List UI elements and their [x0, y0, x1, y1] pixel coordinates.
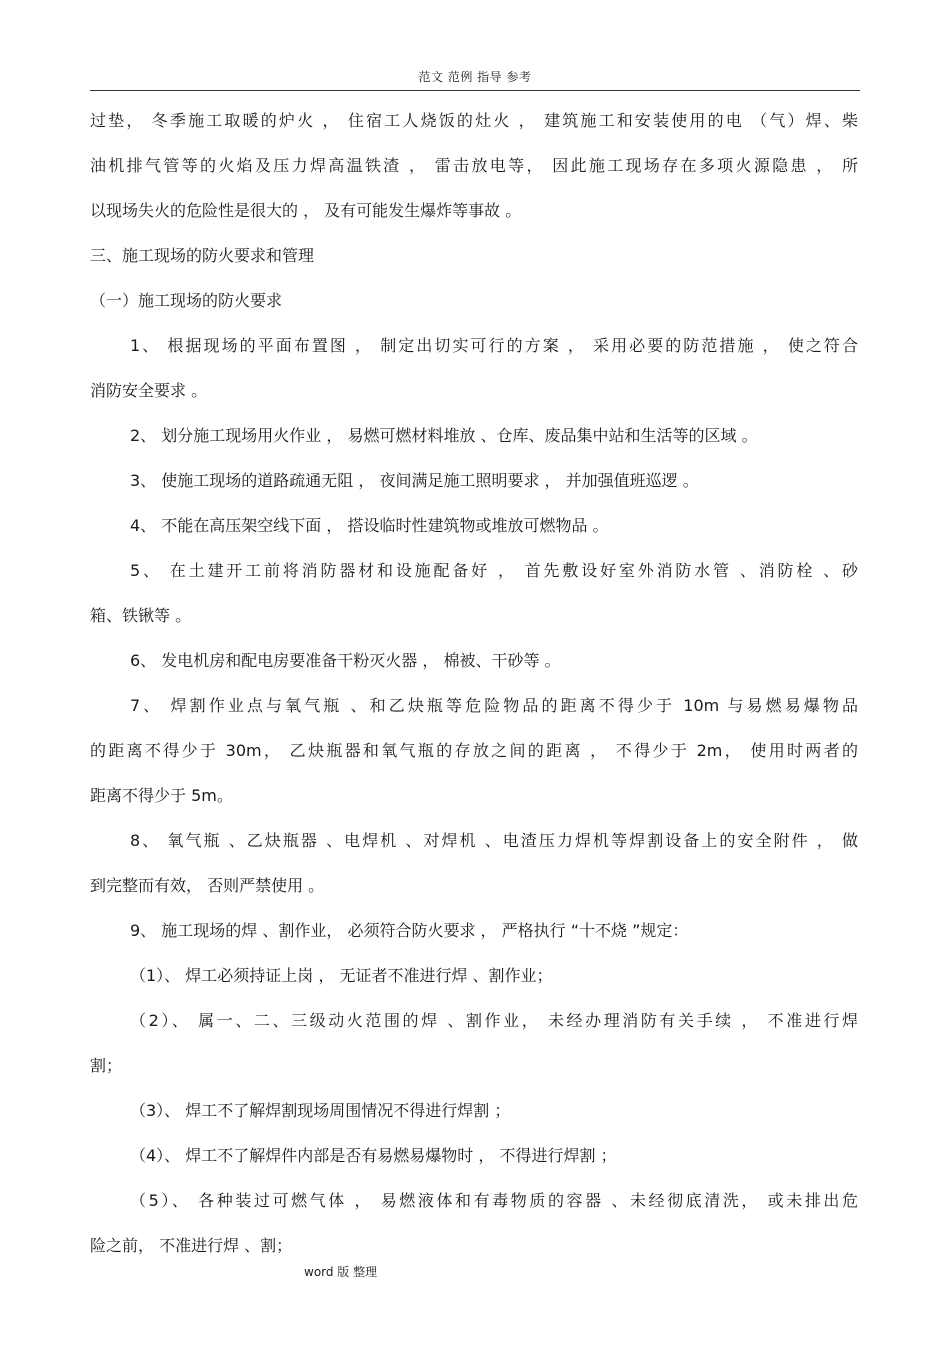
document-body — [90, 104, 858, 1274]
text-line: 5、 在土建开工前将消防器材和设施配备好 ， 首先敷设好室外消防水管 、消防栓 、砂 — [130, 561, 858, 580]
header-rule — [90, 90, 860, 91]
text-line: 1、 根据现场的平面布置图 ， 制定出切实可行的方案 ， 采用必要的防范措施 ， 使之符合 — [130, 336, 858, 355]
text-line: （一）施工现场的防火要求 — [90, 291, 283, 310]
text-line: 8、 氧气瓶 、乙炔瓶器 、电焊机 、对焊机 、电渣压力焊机等焊割设备上的安全附件 ， 做 — [130, 831, 858, 850]
page-header: 范文 范例 指导 参考 — [418, 70, 532, 84]
text-line: 3、 使施工现场的道路疏通无阻 ， 夜间满足施工照明要求 ， 并加强值班巡逻 。 — [130, 471, 699, 490]
text-line: （5）、 各种装过可燃气体 ， 易燃液体和有毒物质的容器 、未经彻底清洗， 或未排出危 — [130, 1191, 858, 1210]
text-line: 割； — [90, 1056, 123, 1075]
text-line: 消防安全要求 。 — [90, 381, 208, 400]
text-line: 箱、铁锹等 。 — [90, 606, 192, 625]
text-line: 三、施工现场的防火要求和管理 — [90, 246, 315, 265]
text-line: （2）、 属一、二、三级动火范围的焊 、割作业， 未经办理消防有关手续 ， 不准进行焊 — [130, 1011, 858, 1030]
text-line: 过垫， 冬季施工取暖的炉火 ， 住宿工人烧饭的灶火 ， 建筑施工和安装使用的电 （气）焊、柴 — [90, 111, 858, 130]
text-line: 距离不得少于 5m。 — [90, 786, 233, 805]
text-line: （3）、 焊工不了解焊割现场周围情况不得进行焊割 ； — [130, 1101, 511, 1120]
page-footer: word 版 整理 — [304, 1265, 378, 1279]
text-line: 2、 划分施工现场用火作业 ， 易燃可燃材料堆放 、仓库、废品集中站和生活等的区域 。 — [130, 426, 758, 445]
text-line: 油机排气管等的火焰及压力焊高温铁渣 ， 雷击放电等， 因此施工现场存在多项火源隐患 ， 所 — [90, 156, 858, 175]
text-line: （1）、 焊工必须持证上岗 ， 无证者不准进行焊 、割作业； — [130, 966, 553, 985]
text-line: 9、 施工现场的焊 、割作业， 必须符合防火要求 ， 严格执行 “十不烧 ”规定： — [130, 921, 689, 940]
text-line: （4）、 焊工不了解焊件内部是否有易燃易爆物时 ， 不得进行焊割 ； — [130, 1146, 617, 1165]
text-line: 7、 焊割作业点与氧气瓶 、和乙炔瓶等危险物品的距离不得少于 10m 与易燃易爆物品 — [130, 696, 858, 715]
text-line: 6、 发电机房和配电房要准备干粉灭火器 ， 棉被、干砂等 。 — [130, 651, 561, 670]
text-line: 险之前， 不准进行焊 、割； — [90, 1236, 293, 1255]
text-line: 到完整而有效， 否则严禁使用 。 — [90, 876, 325, 895]
text-line: 以现场失火的危险性是很大的 ， 及有可能发生爆炸等事故 。 — [90, 201, 522, 220]
text-line: 的距离不得少于 30m， 乙炔瓶器和氧气瓶的存放之间的距离 ， 不得少于 2m， 使用时两者的 — [90, 741, 858, 760]
text-line: 4、 不能在高压架空线下面 ， 搭设临时性建筑物或堆放可燃物品 。 — [130, 516, 609, 535]
